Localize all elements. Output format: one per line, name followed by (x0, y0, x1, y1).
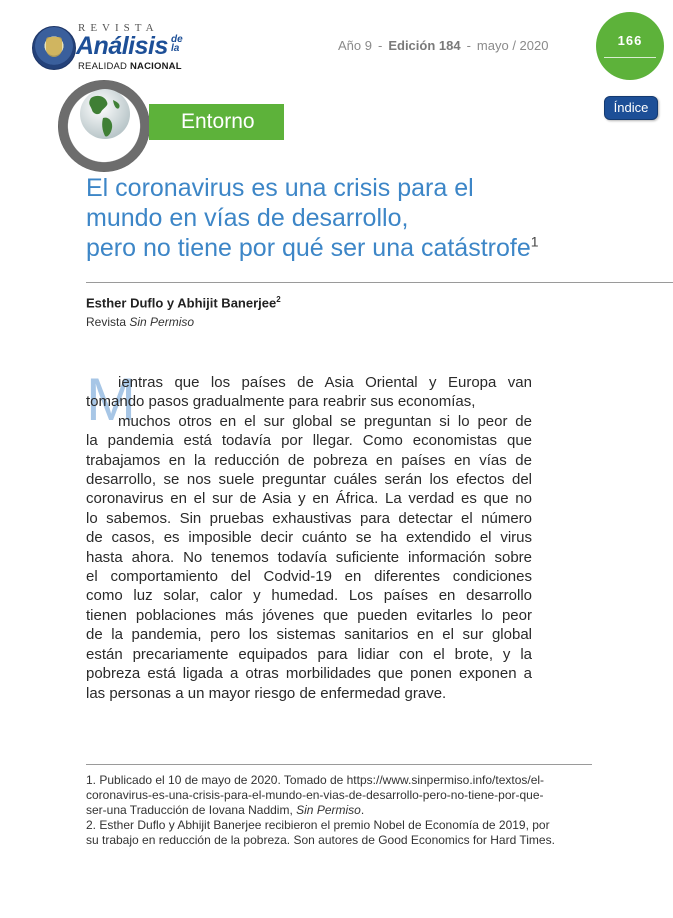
body-line: de casos, es imposible decir cuánto se ha extendido el virus (86, 529, 532, 547)
body-line: tienen poblaciones más jóvenes que pueden evitarles lo peor (86, 606, 532, 624)
body-line: coronavirus en el sur de Asia y en África. La verdad es que no (86, 490, 532, 508)
footnote-line: su trabajo en reducción de la pobreza. Son autores de Good Economics for Hard Times. (86, 833, 555, 847)
footnote-line: coronavirus-es-una-crisis-para-el-mundo-en-vias-de-desarrollo-pero-no-tiene-por-que- (86, 788, 544, 802)
page-number-badge (596, 12, 664, 80)
footnote-line (86, 803, 592, 818)
article-body (86, 373, 532, 703)
section-label: Entorno (181, 110, 255, 133)
title-footnote-ref: 1 (530, 233, 539, 250)
authors-footnote-ref: 2 (276, 295, 281, 304)
edition-date: mayo / 2020 (476, 38, 549, 53)
article-title (86, 173, 646, 263)
body-line: trabajamos en la reducción de pobreza en países en vías de (86, 451, 532, 469)
body-line: tomando pasos gradualmente para reabrir sus economías, (86, 393, 476, 411)
separator: - (377, 38, 383, 53)
logo-analisis-text: Análisis (76, 32, 168, 60)
logo-dela-text: de la (171, 34, 183, 54)
index-button[interactable]: Índice (604, 96, 658, 120)
body-line: el comportamiento del Codvid-19 en diferentes condiciones (86, 568, 532, 586)
edition-year: Año 9 (338, 38, 372, 53)
drop-cap: M (86, 366, 136, 433)
body-line: pobreza está ligada a otras morbilidades que ponen exponen a (86, 665, 532, 683)
footnotes (86, 773, 592, 848)
body-line: están precariamente equipados para lidiar con el brote, y la (86, 645, 532, 663)
footnote-line: 1. Publicado el 10 de mayo de 2020. Tomado de https://www.sinpermiso.info/textos/el- (86, 773, 545, 787)
logo-revista-text: REVISTA (78, 22, 159, 34)
title-line: mundo en vías de desarrollo, (86, 204, 409, 232)
footnote-line: 2. Esther Duflo y Abhijit Banerjee recibieron el premio Nobel de Economía de 2019, por (86, 818, 550, 832)
body-line: lo sabemos. Sin pruebas exhaustivas para detectar el número (86, 509, 532, 527)
body-line: muchos otros en el sur global se preguntan si lo peor de (118, 412, 532, 430)
journal-logo (28, 20, 188, 76)
body-line: hasta ahora. No tenemos todavía suficiente información sobre (86, 548, 532, 566)
source-prefix: Revista (86, 315, 127, 329)
footnote-prefix: ser-una Traducción de Iovana Naddim, (86, 803, 293, 817)
footnote-suffix: . (360, 803, 365, 817)
title-line: El coronavirus es una crisis para el (86, 174, 474, 202)
article-authors (86, 295, 281, 310)
logo-realidad-nacional (78, 61, 182, 72)
body-line: la pandemia está todavía por llegar. Como economistas que (86, 432, 532, 450)
logo-realidad-text: REALIDAD (78, 61, 128, 72)
page-number: 166 (617, 33, 643, 48)
body-line: las personas a un mayor riesgo de enfermedad grave. (86, 684, 447, 702)
title-line-last (86, 233, 646, 263)
body-line: de la pandemia, pero los sistemas sanitarios en el sur global (86, 626, 532, 644)
separator: - (466, 38, 471, 53)
footnote-divider (86, 764, 592, 765)
body-line: como luz solar, calor y humedad. Los países en desarrollo (86, 587, 532, 605)
title-line: pero no tiene por qué ser una catástrofe (86, 234, 531, 262)
article-source (86, 315, 194, 329)
title-divider (86, 282, 673, 283)
edition-info (338, 38, 548, 53)
source-name: Sin Permiso (129, 315, 195, 329)
body-line: desarrollo, se nos suele preguntar cuáles serán los efectos del (86, 471, 532, 489)
logo-nacional-text: NACIONAL (129, 61, 182, 72)
guatemala-seal-icon (32, 26, 76, 70)
globe-icon (79, 88, 131, 140)
footnote-source: Sin Permiso (296, 803, 361, 817)
authors-text: Esther Duflo y Abhijit Banerjee (86, 295, 277, 311)
page-number-divider (604, 57, 656, 58)
edition-number: Edición 184 (388, 38, 461, 53)
body-line: ientras que los países de Asia Oriental y Europa van (118, 374, 532, 391)
